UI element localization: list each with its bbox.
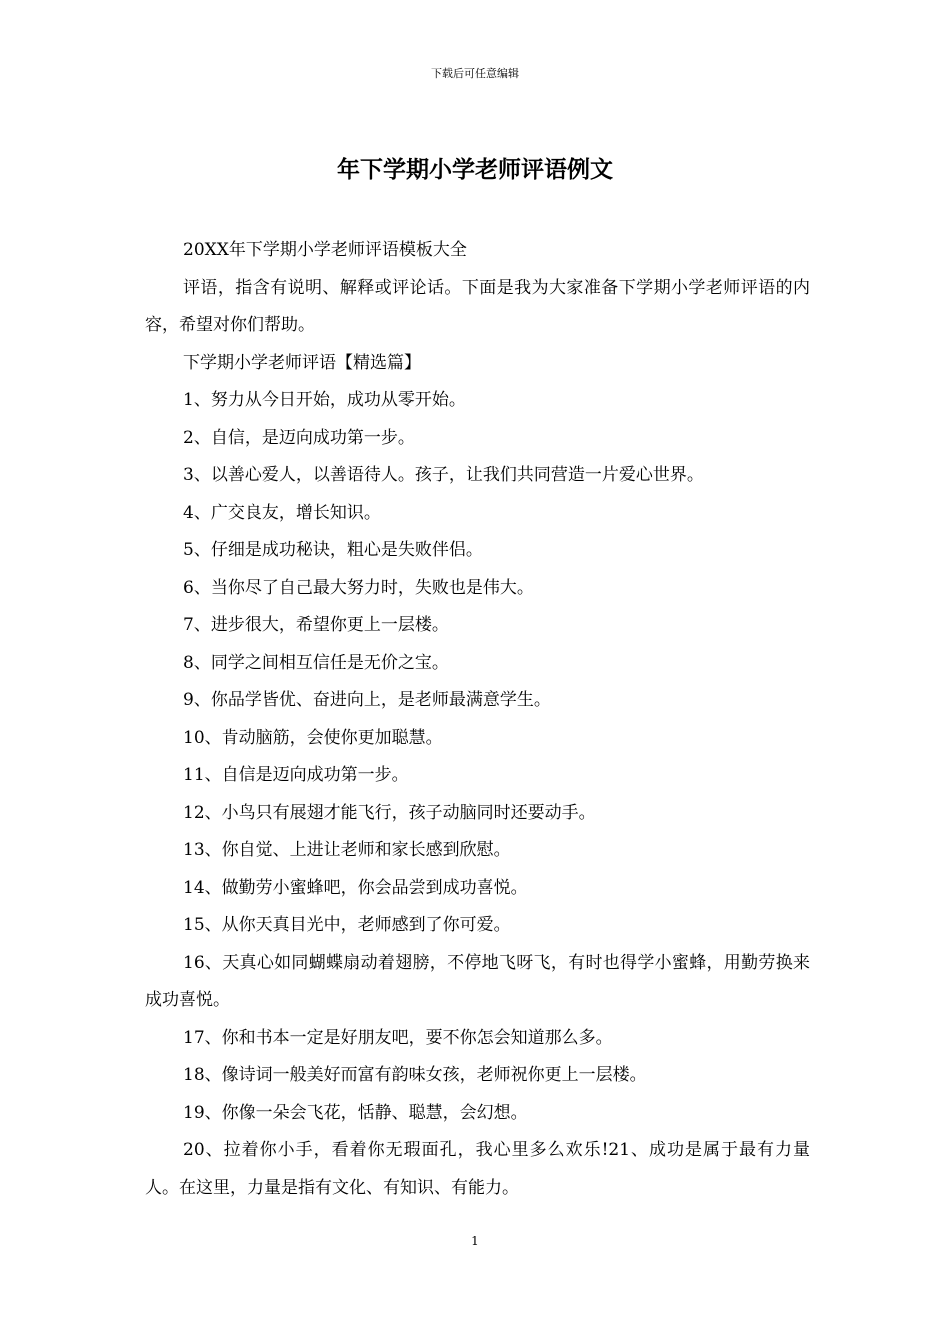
comment-item: 12、小鸟只有展翅才能飞行，孩子动脑同时还要动手。 bbox=[183, 802, 596, 823]
page-header-note: 下载后可任意编辑 bbox=[431, 67, 519, 80]
paragraph-subtitle: 20XX年下学期小学老师评语模板大全 bbox=[183, 240, 467, 260]
comment-item: 6、当你尽了自己最大努力时，失败也是伟大。 bbox=[183, 577, 534, 598]
paragraph-intro: 评语，指含有说明、解释或评论话。下面是我为大家准备下学期小学老师评语的内容，希望对你们帮助。 bbox=[145, 277, 810, 335]
comment-item: 2、自信，是迈向成功第一步。 bbox=[183, 427, 415, 448]
comment-item: 14、做勤劳小蜜蜂吧，你会品尝到成功喜悦。 bbox=[183, 877, 528, 898]
comment-item: 4、广交良友，增长知识。 bbox=[183, 502, 381, 523]
comment-item: 10、肯动脑筋，会使你更加聪慧。 bbox=[183, 727, 443, 748]
comment-item: 17、你和书本一定是好朋友吧，要不你怎会知道那么多。 bbox=[183, 1027, 613, 1048]
comment-item: 7、进步很大，希望你更上一层楼。 bbox=[183, 615, 449, 635]
comment-item: 11、自信是迈向成功第一步。 bbox=[183, 765, 409, 785]
document-title: 年下学期小学老师评语例文 bbox=[337, 156, 613, 183]
comment-item: 1、努力从今日开始，成功从零开始。 bbox=[183, 390, 466, 410]
comment-item: 8、同学之间相互信任是无价之宝。 bbox=[183, 652, 449, 673]
comment-item: 20、拉着你小手，看着你无瑕面孔，我心里多么欢乐!21、成功是属于最有力量人。在这里，力量是指有文化、有知识、有能力。 bbox=[145, 1140, 810, 1198]
comment-item: 16、天真心如同蝴蝶扇动着翅膀，不停地飞呀飞，有时也得学小蜜蜂，用勤劳换来成功喜悦。 bbox=[145, 952, 810, 1010]
paragraph-section-heading: 下学期小学老师评语【精选篇】 bbox=[183, 352, 421, 373]
comment-item: 13、你自觉、上进让老师和家长感到欣慰。 bbox=[183, 840, 511, 860]
comment-item: 9、你品学皆优、奋进向上，是老师最满意学生。 bbox=[183, 690, 551, 710]
comment-item: 18、像诗词一般美好而富有韵味女孩，老师祝你更上一层楼。 bbox=[183, 1065, 647, 1085]
comment-item: 5、仔细是成功秘诀，粗心是失败伴侣。 bbox=[183, 540, 483, 560]
comment-item: 19、你像一朵会飞花，恬静、聪慧，会幻想。 bbox=[183, 1102, 528, 1123]
comment-item: 15、从你天真目光中，老师感到了你可爱。 bbox=[183, 915, 511, 935]
comment-item: 3、以善心爱人，以善语待人。孩子，让我们共同营造一片爱心世界。 bbox=[183, 465, 704, 485]
page-number: 1 bbox=[471, 1234, 479, 1248]
document-body bbox=[145, 232, 810, 1207]
